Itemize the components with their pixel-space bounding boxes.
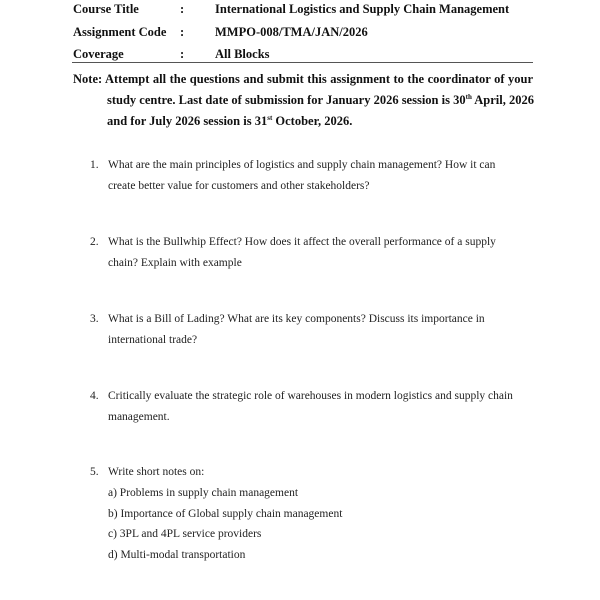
question-number: 2. (90, 236, 99, 248)
question-text: Critically evaluate the strategic role of warehouses in modern logistics and supply chain management. (108, 390, 513, 423)
colon-separator: : (180, 47, 185, 61)
note-text: October, 2026. (272, 114, 353, 128)
assignment-code-label: Assignment Code (73, 25, 167, 39)
note-text: April, 2026 (471, 93, 535, 107)
question-number: 4. (90, 390, 99, 402)
ordinal-suffix: th (465, 93, 472, 101)
question-text: Write short notes on: (108, 466, 205, 478)
short-note-item: d) Multi-modal transportation (108, 548, 246, 561)
note-line-3 (107, 111, 533, 132)
course-title-value: International Logistics and Supply Chain Management (215, 2, 510, 16)
assignment-code-value: MMPO-008/TMA/JAN/2026 (215, 25, 368, 39)
note-text: study centre. Last date of submission for January 2026 session is 30 (107, 93, 466, 107)
question-5 (90, 462, 520, 565)
coverage-label: Coverage (73, 47, 124, 61)
header-divider (72, 62, 533, 63)
question-number: 5. (90, 466, 99, 478)
note-text: and for July 2026 session is 31 (107, 114, 268, 128)
short-note-item: a) Problems in supply chain management (108, 487, 299, 499)
question-4 (90, 386, 520, 428)
coverage-value: All Blocks (215, 47, 270, 61)
colon-separator: : (180, 25, 185, 39)
short-notes-list (108, 483, 520, 565)
question-number: 3. (90, 313, 99, 325)
note-line-1: Note: Attempt all the questions and submit this assignment to the coordinator of your (73, 72, 533, 86)
ordinal-suffix: st (267, 114, 273, 122)
question-text: What are the main principles of logistics and supply chain management? How it can create better value for customers and other stakeholders? (108, 159, 496, 192)
question-3 (90, 309, 520, 351)
course-title-label: Course Title (73, 2, 139, 16)
short-note-item: c) 3PL and 4PL service providers (108, 528, 262, 540)
question-2 (90, 232, 520, 274)
colon-separator: : (180, 2, 185, 16)
submission-note (73, 69, 533, 132)
question-1 (90, 155, 520, 197)
question-number: 1. (90, 159, 99, 171)
question-text: What is the Bullwhip Effect? How does it affect the overall performance of a supply chain? Explain with example (108, 236, 496, 269)
question-text: What is a Bill of Lading? What are its key components? Discuss its importance in international trade? (108, 313, 485, 346)
short-note-item: b) Importance of Global supply chain management (108, 507, 343, 520)
note-line-2 (107, 90, 533, 111)
